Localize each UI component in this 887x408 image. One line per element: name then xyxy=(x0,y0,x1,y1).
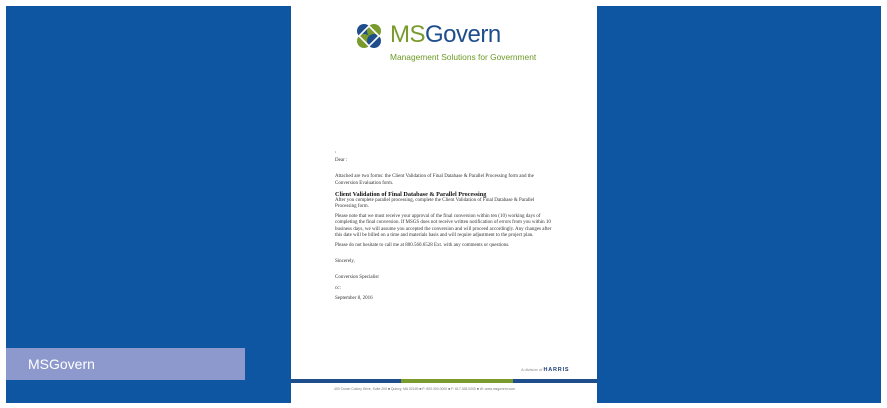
footer-contact-line: 400 Crown Colony Drive, Suite 200 ■ Quincy, MA 02169 ■ P: 800.000.0000 ■ F: 617.328.0000 ■ W: www.msgovern.com xyxy=(334,387,516,391)
brand-tab[interactable] xyxy=(6,348,245,380)
logo-wordmark xyxy=(390,20,501,50)
greeting: Dear : xyxy=(335,158,348,164)
cc-line: cc: xyxy=(335,285,341,291)
salutation-mark: , xyxy=(335,149,337,154)
signer: Conversion Specialist xyxy=(335,275,379,281)
document-page xyxy=(291,6,597,403)
intro-paragraph: Attached are two forms: the Client Validation of Final Database & Parallel Processing form and the Conversion Evaluation form. xyxy=(335,174,534,186)
logo-govern: Govern xyxy=(425,21,501,48)
footer-color-bar xyxy=(291,379,597,383)
contact-paragraph: Please do not hesitate to call me at 800.560.6528 Ext. with any comments or questions. xyxy=(335,243,510,249)
partner-name: HARRIS xyxy=(543,367,570,373)
logo-tagline: Management Solutions for Government xyxy=(390,52,537,62)
footer-bar-blue-right xyxy=(513,379,597,383)
section-paragraph: After you complete parallel processing, complete the Client Validation of Final Database & Parallel Processing form. xyxy=(335,197,535,210)
logo-ms: MS xyxy=(390,21,425,48)
letter-date: September 8, 2016 xyxy=(335,295,373,301)
notice-paragraph: Please note that we must receive your approval of the final conversion within ten (10) working days of completing the final conversion. If MSGS does not receive written notification of errors from you within 10 business days, we will assume you accepted the conversion and will proceed accordingly. Any changes after this date will be billed on a time and materials basis and will require adjustment to the project plan. xyxy=(335,214,552,238)
footer-bar-blue xyxy=(291,379,401,383)
closing: Sincerely, xyxy=(335,259,355,265)
logo-mark-icon xyxy=(354,21,384,51)
letter-body xyxy=(335,149,555,306)
brand-tab-label: MSGovern xyxy=(28,356,95,372)
left-blue-panel xyxy=(6,6,291,403)
section-heading: Client Validation of Final Database & Parallel Processing xyxy=(335,190,487,198)
right-blue-panel xyxy=(597,6,881,403)
partner-prefix: A division of xyxy=(521,367,543,372)
footer-bar-green xyxy=(401,379,513,383)
partner-logo xyxy=(521,367,569,373)
msgovern-logo xyxy=(354,21,554,71)
